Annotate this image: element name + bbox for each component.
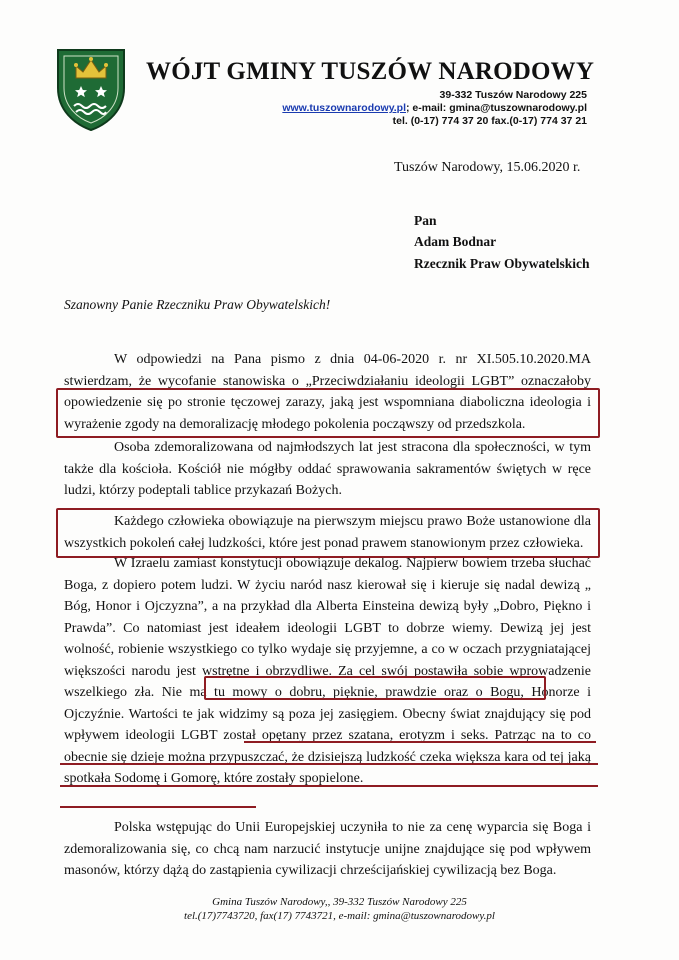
recipient-name: Adam Bodnar <box>414 234 497 249</box>
recipient-title: Pan <box>414 213 437 228</box>
salutation: Szanowny Panie Rzeczniku Praw Obywatelskich! <box>64 297 331 312</box>
paragraph-1 <box>64 349 591 435</box>
paragraph-4-text: W Izraelu zamiast konstytucji obowiązuje dekalog. Najpierw bowiem trzeba słuchać Boga, z dopiero potem ludzi. W życiu naród nasz kierował się i kieruje się nadal dewizą „ Bóg, Honor i Ojczyzna”, a na przykład dla Alberta Einsteina dewizą były „Dobro, Piękno i Prawda”. Co natomiast jest ideałem ideologii LGBT to dobrze wiemy. Dewizą jej jest wolność, robienie wszystkiego co tylko wydaje się przyjemne, a co w oczach przygniatającej większości narodu jest wstrętne i obrzydliwe. Za cel swój postawiła sobie wprowadzenie wszelkiego zła. Nie ma tu mowy o dobru, pięknie, prawdzie oraz o Bogu, Honorze i Ojczyźnie. Wartości te jak widzimy są poza jej zasięgiem. Obecny świat znajdujący się pod wpływem ideologii LGBT został opętany przez szatana, erotyzm i seks. Patrząc na to co obecnie się dzieje można przypuszczać, że dzisiejszą ludzkość czeka większa kara od tej jaką spotkała Sodomę i Gomorę, które zostały spopielone. <box>64 556 591 786</box>
paragraph-5-text: Polska wstępując do Unii Europejskiej uczyniła to nie za cenę wyparcia się Boga i zdemoralizowania się, co chcą nam narzucić instytucje unijne znajdujące się pod wpływem masonów, którzy dążą do zastąpienia cywilizacji chrześcijańskiej cywilizacją bez Boga. <box>64 820 591 878</box>
letter-date: Tuszów Narodowy, 15.06.2020 r. <box>394 160 581 175</box>
paragraph-2 <box>64 437 591 502</box>
letterhead-address: 39-332 Tuszów Narodowy 225 <box>439 89 587 101</box>
website-link[interactable]: www.tuszownarodowy.pl <box>282 102 407 114</box>
letterhead-contact <box>282 101 587 115</box>
footer-contact: tel.(17)7743720, fax(17) 7743721, e-mail: gmina@tuszownarodowy.pl <box>184 910 495 922</box>
paragraph-2-text: Osoba zdemoralizowana od najmłodszych lat jest stracona dla społeczności, w tym także dla kościoła. Kościół nie mógłby oddać sprawowania sakramentów świętych w ręce ludzi, którzy podeptali tablice przykazań Bożych. <box>64 440 591 498</box>
footer-address: Gmina Tuszów Narodowy,, 39-332 Tuszów Narodowy 225 <box>212 896 467 908</box>
paragraph-3 <box>64 511 591 554</box>
paragraph-3-text: Każdego człowieka obowiązuje na pierwszym miejscu prawo Boże ustanowione dla wszystkich pokoleń całej ludzkości, które jest ponad prawem stanowionym przez człowieka. <box>64 514 591 551</box>
paragraph-5 <box>64 817 591 882</box>
letterhead-title: WÓJT GMINY TUSZÓW NARODOWY <box>146 58 595 85</box>
highlight-underline-4 <box>60 806 256 808</box>
recipient-office: Rzecznik Praw Obywatelskich <box>414 256 590 271</box>
letterhead-email: ; e-mail: gmina@tuszownarodowy.pl <box>406 102 587 114</box>
letterhead-phone-fax: tel. (0-17) 774 37 20 fax.(0-17) 774 37 21 <box>392 115 587 127</box>
paragraph-1-text: W odpowiedzi na Pana pismo z dnia 04-06-2020 r. nr XI.505.10.2020.MA stwierdzam, że wycofanie stanowiska o „Przeciwdziałaniu ideologii LGBT” oznaczałoby opowiedzenie się po stronie tęczowej zarazy, jaką jest wspomniana diaboliczna ideologia i wyrażenie zgody na demoralizację młodego pokolenia począwszy od przedszkola. <box>64 352 591 432</box>
coat-of-arms-logo <box>54 44 128 132</box>
paragraph-4 <box>64 553 591 790</box>
